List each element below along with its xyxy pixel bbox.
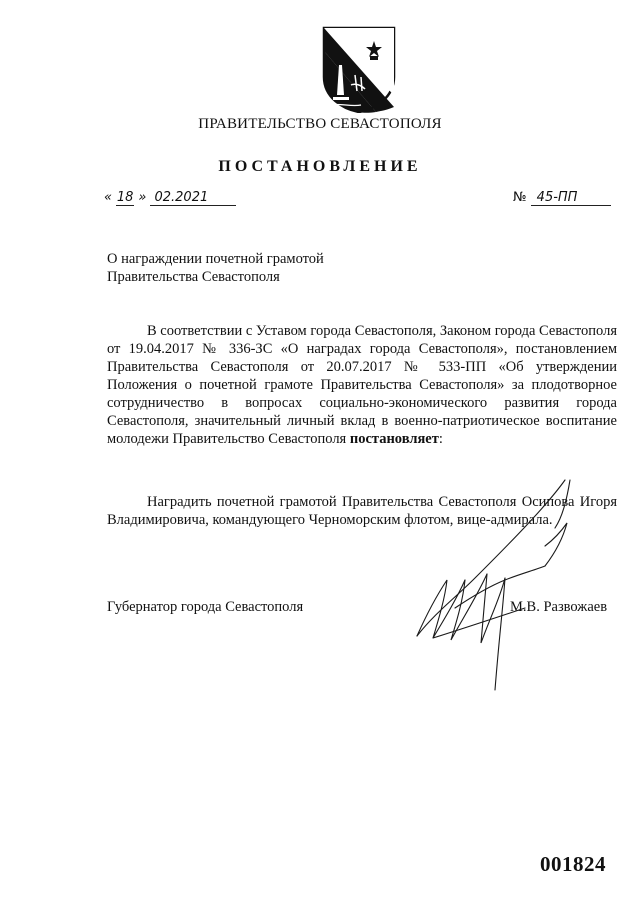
number-label: № (513, 190, 527, 205)
subject-line-2: Правительства Севастополя (107, 269, 280, 285)
signer-title: Губернатор города Севастополя (107, 599, 304, 615)
date-day: 18 (116, 190, 134, 205)
number-value: 45-ПП (531, 190, 611, 206)
subject (107, 250, 407, 286)
body-paragraph-1 (107, 322, 617, 448)
paragraph-1-text: В соответствии с Уставом города Севастополя, Законом города Севастополя от 19.04.2017 № 336-ЗС «О наградах города Севастополя», постановлением Правительства Севастополя от 20.07.2017 № 533-ПП «Об утверждении Положения о почетной грамоте Правительства Севастополя» за плодотворное сотрудничество в вопросах социально-экономического развития города Севастополя, значительный личный вклад в военно-патриотическое воспитание молодежи Правительство Севастополя (107, 323, 617, 447)
date-close-quote: » (138, 190, 147, 205)
document-type: ПОСТАНОВЛЕНИЕ (218, 158, 422, 175)
organization-name: ПРАВИТЕЛЬСТВО СЕВАСТОПОЛЯ (198, 116, 442, 132)
subject-line-1: О награждении почетной грамотой (107, 251, 324, 267)
document-number (513, 190, 611, 206)
signer-name: М.В. Развожаев (510, 599, 608, 615)
paragraph-1-bold: постановляет (349, 431, 439, 447)
sevastopol-coat-of-arms (321, 25, 397, 113)
document-date (104, 190, 236, 206)
handwritten-signature (395, 468, 635, 698)
date-month-year: 02.2021 (150, 190, 236, 206)
body-paragraph-2: Наградить почетной грамотой Правительства Севастополя Осипова Игоря Владимировича, командующего Черноморским флотом, вице-адмирала. (107, 494, 617, 528)
paragraph-1-end: : (438, 431, 443, 447)
serial-number: 001824 (540, 852, 606, 876)
date-open-quote: « (104, 190, 113, 205)
